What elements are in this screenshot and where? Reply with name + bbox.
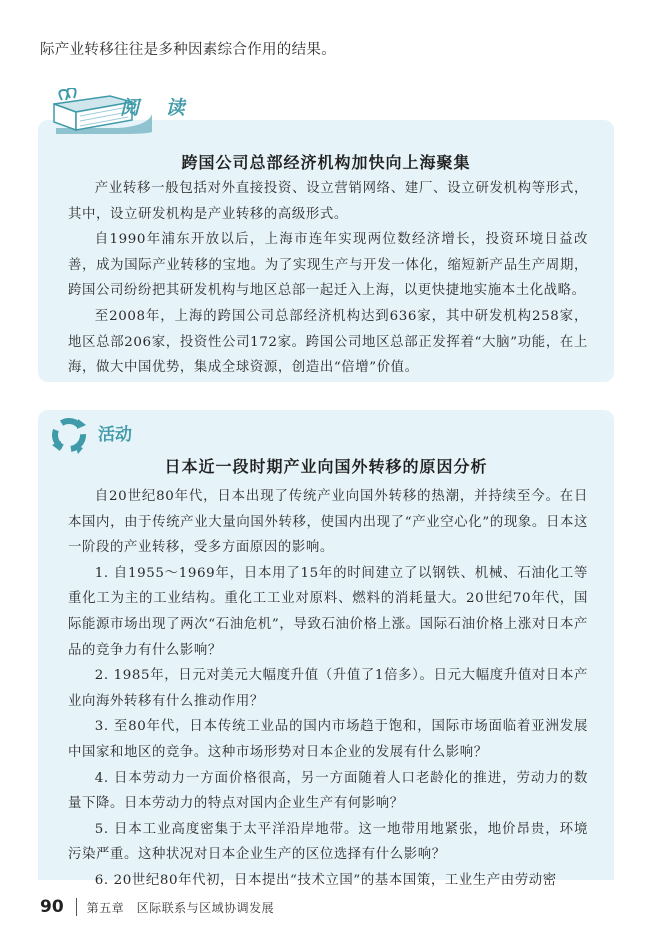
activity-title: 日本近一段时期产业向国外转移的原因分析 — [164, 457, 488, 476]
page-number: 90 — [40, 897, 64, 917]
cycle-arrows-icon — [48, 414, 90, 456]
activity-question: 2. 1985年，日元对美元大幅度升值（升值了1倍多）。日元大幅度升值对日本产业向海外转移有什么推动作用？ — [68, 668, 588, 709]
activity-question: 6. 20世纪80年代初，日本提出“技术立国”的基本国策，工业生产由劳动密 — [94, 872, 557, 888]
activity-question: 5. 日本工业高度密集于太平洋沿岸地带。这一地带用地紧张，地价昂贵，环境污染严重。这种状况对日本企业生产的区位选择有什么影响？ — [68, 821, 588, 863]
activity-question: 4. 日本劳动力一方面价格很高，另一方面随着人口老龄化的推进，劳动力的数量下降。日本劳动力的特点对国内企业生产有何影响？ — [68, 770, 588, 812]
activity-question: 3. 至80年代，日本传统工业品的国内市场趋于饱和，国际市场面临着亚洲发展中国家和地区的竞争。这种市场形势对日本企业的发展有什么影响？ — [68, 719, 588, 760]
reading-paragraph: 产业转移一般包括对外直接投资、设立营销网络、建厂、设立研发机构等形式，其中，设立研发机构是产业转移的高级形式。 — [68, 181, 588, 222]
reading-label: 阅 读 — [120, 97, 195, 119]
activity-paragraph: 自20世纪80年代，日本出现了传统产业向国外转移的热潮，并持续至今。在日本国内，由于传统产业大量向国外转移，使国内出现了“产业空心化”的现象。日本这一阶段的产业转移，受多方面原因的影响。 — [68, 489, 588, 556]
footer-divider — [76, 898, 77, 916]
intro-tail-text: 际产业转移往往是多种因素综合作用的结果。 — [40, 42, 336, 58]
page-footer — [40, 896, 274, 918]
activity-question: 1. 自1955～1969年，日本用了15年的时间建立了以钢铁、机械、石油化工等重化工为主的工业结构。重化工工业对原料、燃料的消耗量大。20世纪70年代，国际能源市场出现了两次“石油危机”，导致石油价格上涨。国际石油价格上涨对日本产品的竞争力有什么影响？ — [68, 565, 588, 658]
activity-body — [68, 484, 588, 894]
chapter-title: 第五章 区际联系与区域协调发展 — [86, 900, 275, 915]
reading-paragraph: 至2008年，上海的跨国公司总部经济机构达到636家，其中研发机构258家，地区总部206家，投资性公司172家。跨国公司地区总部正发挥着“大脑”功能，在上海，做大中国优势，集成全球资源，创造出“倍增”价值。 — [68, 308, 588, 376]
reading-title: 跨国公司总部经济机构加快向上海聚集 — [181, 153, 471, 172]
reading-body — [68, 176, 588, 381]
activity-label: 活动 — [98, 425, 132, 445]
reading-paragraph: 自1990年浦东开放以后，上海市连年实现两位数经济增长，投资环境日益改善，成为国际产业转移的宝地。为了实现生产与开发一体化，缩短新产品生产周期，跨国公司纷纷把其研发机构与地区总部一起迁入上海，以更快捷地实施本土化战略。 — [68, 232, 588, 299]
